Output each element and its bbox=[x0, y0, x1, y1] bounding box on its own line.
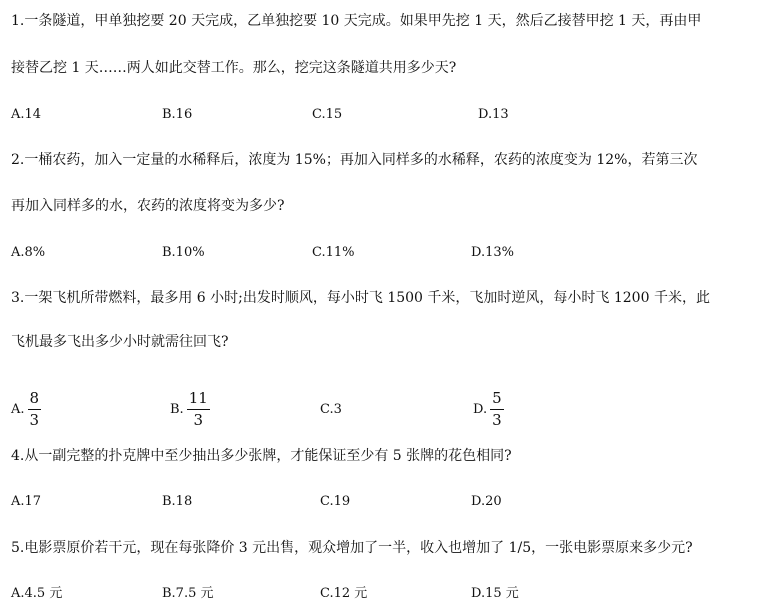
question-5-option-d: D.15 元 bbox=[471, 586, 519, 601]
question-3-stem-line-2: 飞机最多飞出多少小时就需往回飞? bbox=[11, 334, 229, 350]
question-1-option-b: B.16 bbox=[162, 107, 193, 122]
question-1-option-c: C.15 bbox=[312, 107, 343, 122]
option-prefix: A. bbox=[11, 401, 25, 417]
fraction-denominator: 3 bbox=[492, 410, 502, 429]
fraction-numerator: 5 bbox=[490, 390, 504, 410]
question-1-stem-line-2: 接替乙挖 1 天……两人如此交替工作。那么，挖完这条隧道共用多少天? bbox=[11, 60, 457, 76]
fraction-denominator: 3 bbox=[29, 410, 40, 429]
question-4-option-c: C.19 bbox=[320, 494, 351, 509]
fraction bbox=[490, 390, 504, 429]
question-2-option-b: B.10% bbox=[162, 245, 205, 260]
question-2-option-a: A.8% bbox=[11, 245, 46, 260]
question-5-option-a: A.4.5 元 bbox=[11, 586, 63, 601]
option-prefix: C. bbox=[320, 401, 334, 417]
question-5-option-c: C.12 元 bbox=[320, 586, 368, 601]
question-2-stem-line-1: 2.一桶农药，加入一定量的水稀释后，浓度为 15%；再加入同样多的水稀释，农药的浓度变为 12%，若第三次 bbox=[11, 152, 698, 168]
question-3-option-c bbox=[320, 387, 342, 431]
option-prefix: D. bbox=[473, 401, 488, 417]
question-1-stem-line-1: 1.一条隧道，甲单独挖要 20 天完成，乙单独挖要 10 天完成。如果甲先挖 1 天，然后乙接替甲挖 1 天，再由甲 bbox=[11, 13, 702, 29]
question-2-option-c: C.11% bbox=[312, 245, 355, 260]
question-3-option-b bbox=[170, 387, 210, 431]
fraction-numerator: 11 bbox=[187, 390, 210, 410]
fraction bbox=[187, 390, 210, 429]
question-4-option-b: B.18 bbox=[162, 494, 193, 509]
question-3-option-d bbox=[473, 387, 504, 431]
question-1-option-d: D.13 bbox=[478, 107, 509, 122]
option-value: 3 bbox=[333, 401, 342, 417]
fraction bbox=[28, 390, 42, 429]
question-2-stem-line-2: 再加入同样多的水，农药的浓度将变为多少? bbox=[11, 198, 285, 214]
option-prefix: B. bbox=[170, 401, 184, 417]
fraction-denominator: 3 bbox=[193, 410, 203, 429]
question-3-stem-line-1: 3.一架飞机所带燃料，最多用 6 小时;出发时顺风，每小时飞 1500 千米，飞加时逆风，每小时飞 1200 千米，此 bbox=[11, 290, 710, 306]
question-4-stem: 4.从一副完整的扑克牌中至少抽出多少张牌，才能保证至少有 5 张牌的花色相同? bbox=[11, 448, 512, 464]
question-4-option-d: D.20 bbox=[471, 494, 502, 509]
question-3-option-a bbox=[11, 387, 41, 431]
question-4-option-a: A.17 bbox=[11, 494, 42, 509]
question-5-stem: 5.电影票原价若干元，现在每张降价 3 元出售，观众增加了一半，收入也增加了 1/5，一张电影票原来多少元? bbox=[11, 540, 693, 556]
fraction-numerator: 8 bbox=[28, 390, 42, 410]
question-2-option-d: D.13% bbox=[471, 245, 514, 260]
question-1-option-a: A.14 bbox=[11, 107, 42, 122]
question-5-option-b: B.7.5 元 bbox=[162, 586, 214, 601]
